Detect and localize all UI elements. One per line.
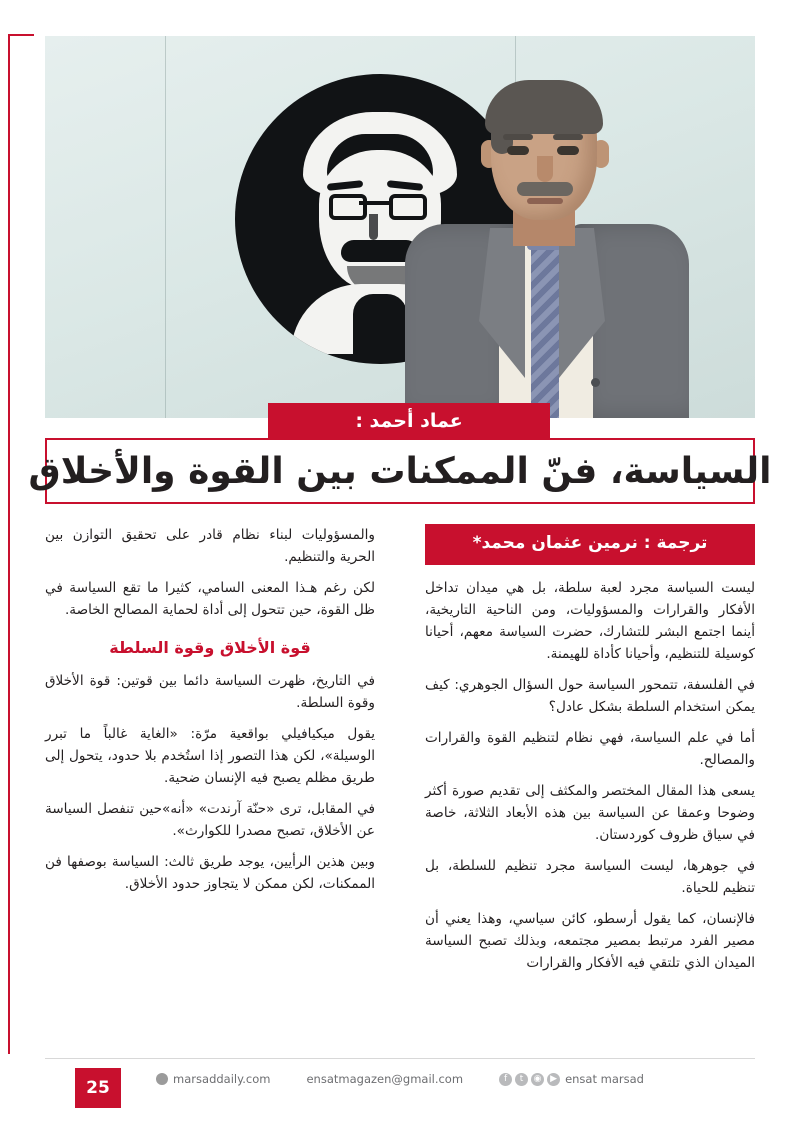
section-subheading: قوة الأخلاق وقوة السلطة	[109, 638, 311, 658]
author-byline: عماد أحمد :	[268, 403, 550, 439]
footer-social[interactable]	[499, 1072, 644, 1086]
paragraph: يسعى هذا المقال المختصر والمكثف إلى تقديم صورة أكثر وضوحا وعمقا عن السياسة بين هذه الأبعاد الثلاثة، خاصة في سياق ظروف كوردستان.	[425, 782, 755, 843]
footer-email-label: ensatmagazen@gmail.com	[306, 1072, 464, 1086]
instagram-icon[interactable]: ◉	[531, 1073, 544, 1086]
paragraph: في الفلسفة، تتمحور السياسة حول السؤال الجوهري: كيف يمكن استخدام السلطة بشكل عادل؟	[425, 676, 755, 715]
paragraph: والمسؤوليات لبناء نظام قادر على تحقيق التوازن بين الحرية والتنظيم.	[45, 527, 375, 566]
paragraph: في التاريخ، ظهرت السياسة دائما بين قوتين: قوة الأخلاق وقوة السلطة.	[45, 672, 375, 711]
footer-website[interactable]	[156, 1072, 270, 1086]
left-text-column	[45, 524, 375, 904]
footer-social-handle: ensat marsad	[565, 1072, 644, 1086]
right-text-column	[425, 524, 755, 983]
youtube-icon[interactable]: ▶	[547, 1073, 560, 1086]
paragraph: يقول ميكيافيلي بواقعية مرّة: «الغاية غالباً ما تبرر الوسيلة»، لكن هذا التصور إذا استُخدم بلا حدود، يتحول إلى طريق مظلم يصبح فيه الإنسان ضحية.	[45, 726, 375, 787]
paragraph: وبين هذين الرأيين، يوجد طريق ثالث: السياسة بوصفها فن الممكنات، لكن ممكن لا يتجاوز حدود الأخلاق.	[45, 854, 375, 893]
footer-divider	[45, 1058, 755, 1059]
footer-website-label: marsaddaily.com	[173, 1072, 271, 1086]
article-photo	[45, 36, 755, 418]
globe-icon	[156, 1073, 168, 1085]
wall-seam-left	[165, 36, 166, 418]
paragraph: في جوهرها، ليست السياسة مجرد تنظيم للسلطة، بل تنظيم للحياة.	[425, 857, 755, 896]
footer-bar	[0, 1072, 800, 1086]
footer-email[interactable]	[306, 1072, 463, 1086]
paragraph: في المقابل، ترى «حنّة آرندت» «أنه»حين تنفصل السياسة عن الأخلاق، تصبح مصدرا للكوارث».	[45, 801, 375, 840]
paragraph: لكن رغم هـذا المعنى السامي، كثيرا ما تقع السياسة في ظل القوة، حين تتحول إلى أداة لحماية المصالح الخاصة.	[45, 580, 375, 619]
translator-credit: ترجمة : نرمين عثمان محمد*	[425, 524, 755, 565]
decorative-frame-line	[8, 34, 34, 1054]
social-icons-group	[499, 1073, 560, 1086]
paragraph: فالإنسان، كما يقول أرسطو، كائن سياسي، وهذا يعني أن مصير الفرد مرتبط بمصير مجتمعه، وبذلك تصبح السياسة الميدان الذي تلتقي فيه الأفكار والقرارات	[425, 910, 755, 971]
page-title: السياسة، فنّ الممكنات بين القوة والأخلاق	[28, 450, 772, 492]
page-number-badge: 25	[75, 1068, 121, 1108]
paragraph: أما في علم السياسة، فهي نظام لتنظيم القوة والقرارات والمصالح.	[425, 729, 755, 768]
paragraph: ليست السياسة مجرد لعبة سلطة، بل هي ميدان تداخل الأفكار والقرارات والمسؤوليات، ومن الناحية التاريخية، أينما اجتمع البشر للتشارك، حضرت السياسة معهم، أحيانا كوسيلة للتنظيم، وأحيانا كأداة للهيمنة.	[425, 579, 755, 662]
headline-box	[28, 438, 772, 504]
man-in-suit-photo-subject	[395, 78, 695, 418]
twitter-icon[interactable]: t	[515, 1073, 528, 1086]
facebook-icon[interactable]: f	[499, 1073, 512, 1086]
